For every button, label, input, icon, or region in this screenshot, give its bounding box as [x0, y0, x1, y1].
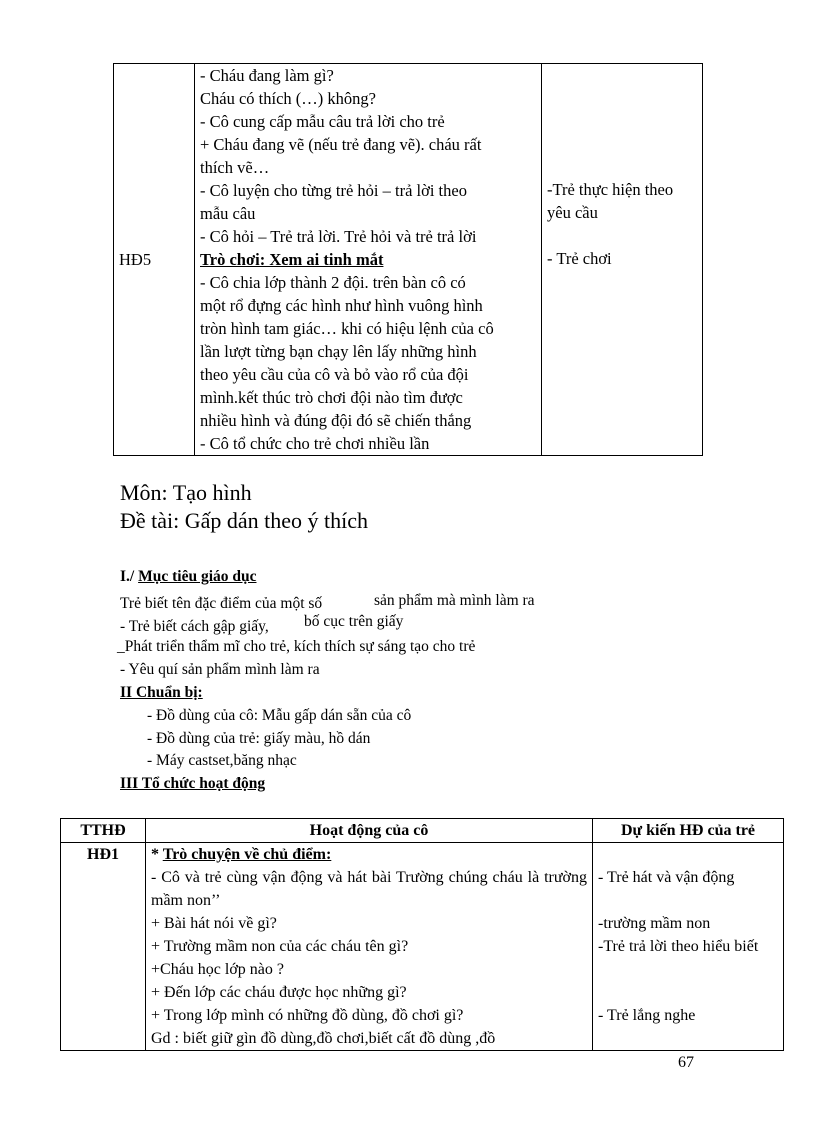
child-line: -Trẻ trả lời theo hiểu biết [598, 938, 759, 955]
teacher-line: +Cháu học lớp nào ? [151, 961, 285, 978]
column-header: Dự kiến HĐ của trẻ [593, 819, 784, 843]
topic-title: Đề tài: Gấp dán theo ý thích [120, 508, 369, 533]
page-number: 67 [678, 1054, 694, 1071]
game-line: lần lượt từng bạn chạy lên lấy những hình [200, 342, 477, 361]
teacher-line: - Cô cung cấp mẫu câu trả lời cho trẻ [200, 112, 445, 131]
child-line: - Trẻ lắng nghe [598, 1007, 696, 1024]
child-line: - Trẻ hát và vận động [598, 869, 735, 886]
game-line: theo yêu cầu của cô và bỏ vào rổ của đội [200, 365, 469, 384]
game-line: - Cô tổ chức cho trẻ chơi nhiều lần [200, 434, 430, 453]
activity-table-hd5 [113, 63, 703, 456]
game-line: một rổ đựng các hình như hình vuông hình [200, 296, 483, 315]
table-row [61, 843, 784, 1051]
column-header: Hoạt động của cô [146, 819, 593, 843]
subject-title: Môn: Tạo hình [120, 480, 252, 505]
table-row [114, 64, 703, 456]
column-header: TTHĐ [61, 819, 146, 843]
teacher-line: Gd : biết giữ gìn đồ dùng,đồ chơi,biết cất đồ dùng ,đồ [151, 1030, 496, 1047]
activity-code-cell [114, 64, 195, 456]
teacher-line: + Cháu đang vẽ (nếu trẻ đang vẽ). cháu rất [200, 135, 482, 154]
topic-title: Trò chuyện về chủ điểm: [162, 846, 332, 863]
preparation-item: - Máy castset,băng nhạc [147, 752, 297, 769]
activity-table-hd1 [60, 818, 784, 1051]
teacher-line: + Trong lớp mình có những đồ dùng, đồ chơi gì? [151, 1007, 464, 1024]
objective-line: sản phẩm mà mình làm ra [374, 592, 535, 609]
teacher-line: - Cô hỏi – Trẻ trả lời. Trẻ hỏi và trẻ trả lời [200, 227, 477, 246]
topic-bullet: * [151, 846, 163, 863]
game-line: - Cô chia lớp thành 2 đội. trên bàn cô có [200, 273, 466, 292]
child-line: - Trẻ chơi [547, 249, 612, 268]
child-activity-cell [593, 843, 784, 1051]
section-organization-heading: III Tổ chức hoạt động [120, 775, 266, 792]
teacher-line: - Cô luyện cho từng trẻ hỏi – trả lời theo [200, 181, 467, 200]
child-line: -trường mầm non [598, 915, 711, 932]
objective-line: _Phát triển thẩm mĩ cho trẻ, kích thích sự sáng tạo cho trẻ [117, 638, 476, 655]
preparation-item: - Đồ dùng của trẻ: giấy màu, hồ dán [147, 730, 371, 747]
section-title: Mục tiêu giáo dục [138, 568, 257, 585]
table-header-row [61, 819, 784, 843]
game-line: nhiều hình và đúng đội đó sẽ chiến thắng [200, 411, 472, 430]
child-line: yêu cầu [547, 203, 598, 222]
preparation-item: - Đồ dùng của cô: Mẫu gấp dán sẵn của cô [147, 707, 412, 724]
teacher-line: + Bài hát nói về gì? [151, 915, 277, 932]
section-number: I./ [120, 568, 139, 585]
teacher-activity-cell [195, 64, 542, 456]
objective-line: Trẻ biết tên đặc điểm của một số [120, 595, 323, 612]
child-line: -Trẻ thực hiện theo [547, 180, 674, 199]
activity-code-cell [61, 843, 146, 1051]
game-title: Trò chơi: Xem ai tinh mắt [200, 250, 384, 269]
game-line: tròn hình tam giác… khi có hiệu lệnh của cô [200, 319, 494, 338]
topic-heading [151, 843, 587, 866]
objective-line: - Yêu quí sản phẩm mình làm ra [120, 661, 320, 678]
activity-code: HĐ5 [119, 250, 152, 269]
activity-code: HĐ1 [87, 846, 119, 863]
objective-line: - Trẻ biết cách gập giấy, [120, 618, 269, 635]
teacher-line: + Trường mầm non của các cháu tên gì? [151, 938, 409, 955]
section-objectives-heading [120, 566, 257, 588]
teacher-line: - Cô và trẻ cùng vận động và hát bài Trường chúng cháu là trường mầm non’’ [151, 869, 587, 909]
teacher-line: + Đến lớp các cháu được học những gì? [151, 984, 407, 1001]
section-preparation-heading: II Chuẩn bị: [120, 684, 203, 701]
teacher-line: Cháu có thích (…) không? [200, 89, 376, 108]
teacher-line: - Cháu đang làm gì? [200, 66, 334, 85]
objective-line: bố cục trên giấy [304, 613, 404, 630]
child-activity-cell [542, 64, 703, 456]
game-line: mình.kết thúc trò chơi đội nào tìm được [200, 388, 463, 407]
teacher-line: thích vẽ… [200, 158, 270, 177]
teacher-activity-cell [146, 843, 593, 1051]
teacher-line: mẫu câu [200, 204, 256, 223]
